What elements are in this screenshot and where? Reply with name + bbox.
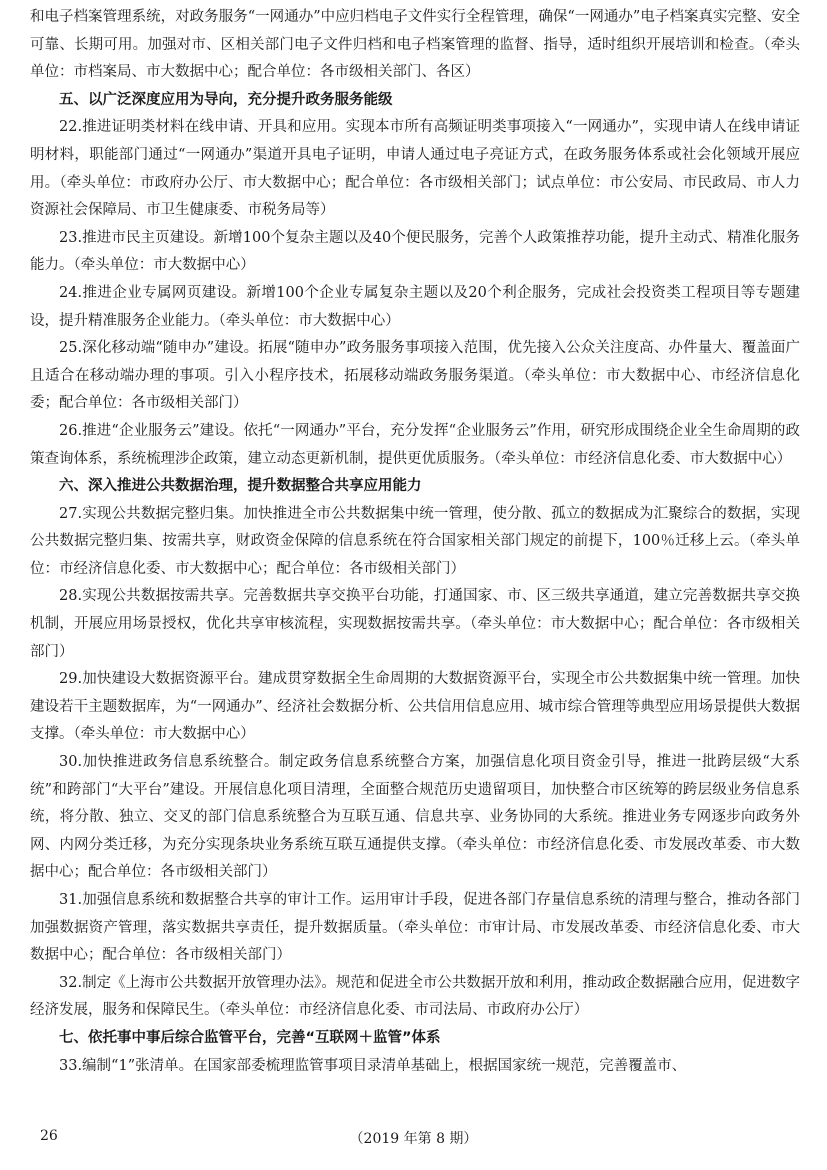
section-heading: 七、依托事中事后综合监管平台，完善“互联网＋监管”体系 [59,1029,441,1046]
body-paragraph: 和电子档案管理系统，对政务服务“一网通办”中应归档电子文件实行全程管理，确保“一网通办”电子档案真实完整、安全可靠、长期可用。加强对市、区相关部门电子文件归档和电子档案管理的监督、指导，适时组织开展培训和检查。（牵头单位：市档案局、市大数据中心；配合单位：各市级相关部门、各区） [30,9,800,81]
body-paragraph: 25.深化移动端“随申办”建设。拓展“随申办”政务服务事项接入范围，优先接入公众关注度高、办件量大、覆盖面广且适合在移动端办理的事项。引入小程序技术，拓展移动端政务服务渠道。（牵头单位：市大数据中心、市经济信息化委；配合单位：各市级相关部门） [30,340,800,412]
section-heading: 五、以广泛深度应用为导向，充分提升政务服务能级 [59,91,393,108]
section-heading: 六、深入推进公共数据治理，提升数据整合共享应用能力 [59,478,422,495]
body-paragraph: 22.推进证明类材料在线申请、开具和应用。实现本市所有高频证明类事项接入“一网通办”，实现申请人在线申请证明材料，职能部门通过“一网通办”渠道开具电子证明，申请人通过电子亮证方式，在政务服务体系或社会化领域开展应用。（牵头单位：市政府办公厅、市大数据中心；配合单位：各市级相关部门；试点单位：市公安局、市民政局、市人力资源社会保障局、市卫生健康委、市税务局等） [30,119,800,219]
body-paragraph: 28.实现公共数据按需共享。完善数据共享交换平台功能，打通国家、市、区三级共享通道，建立完善数据共享交换机制，开展应用场景授权，优化共享审核流程，实现数据按需共享。（牵头单位：市大数据中心；配合单位：各市级相关部门） [30,588,800,660]
document-body [30,4,800,1080]
body-paragraph: 27.实现公共数据完整归集。加快推进全市公共数据集中统一管理，使分散、孤立的数据成为汇聚综合的数据，实现公共数据完整归集、按需共享，财政资金保障的信息系统在符合国家相关部门规定的前提下，100％迁移上云。（牵头单位：市经济信息化委、市大数据中心；配合单位：各市级相关部门） [30,505,800,577]
body-paragraph: 30.加快推进政务信息系统整合。制定政务信息系统整合方案，加强信息化项目资金引导，推进一批跨层级“大系统”和跨部门“大平台”建设。开展信息化项目清理，全面整合规范历史遗留项目，加快整合市区统筹的跨层级业务信息系统，将分散、独立、交叉的部门信息系统整合为互联互通、信息共享、业务协同的大系统。推进业务专网逐步向政务外网、内网分类迁移，为充分实现条块业务系统互联互通提供支撑。（牵头单位：市经济信息化委、市发展改革委、市大数据中心；配合单位：各市级相关部门） [30,754,800,881]
body-paragraph: 24.推进企业专属网页建设。新增100个企业专属复杂主题以及20个利企服务，完成社会投资类工程项目等专题建设，提升精准服务企业能力。（牵头单位：市大数据中心） [30,284,800,329]
body-paragraph: 26.推进“企业服务云”建设。依托“一网通办”平台，充分发挥“企业服务云”作用，研究形成围绕企业全生命周期的政策查询体系，系统梳理涉企政策，建立动态更新机制，提供更优质服务。（牵头单位：市经济信息化委、市大数据中心） [30,422,800,467]
page-number: 26 [40,1128,58,1144]
body-paragraph: 31.加强信息系统和数据整合共享的审计工作。运用审计手段，促进各部门存量信息系统的清理与整合，推动各部门加强数据资产管理，落实数据共享责任，提升数据质量。（牵头单位：市审计局、市发展改革委、市经济信息化委、市大数据中心；配合单位：各市级相关部门） [30,892,800,964]
issue-label: （2019 年第 8 期） [349,1131,478,1147]
body-paragraph: 23.推进市民主页建设。新增100个复杂主题以及40个便民服务，完善个人政策推荐功能，提升主动式、精准化服务能力。（牵头单位：市大数据中心） [30,229,800,274]
body-paragraph: 33.编制“1”张清单。在国家部委梳理监管事项目录清单基础上，根据国家统一规范，完善覆盖市、 [59,1057,687,1074]
body-paragraph: 32.制定《上海市公共数据开放管理办法》。规范和促进全市公共数据开放和利用，推动政企数据融合应用，促进数字经济发展，服务和保障民生。（牵头单位：市经济信息化委、市司法局、市政府办公厅） [30,974,800,1019]
body-paragraph: 29.加快建设大数据资源平台。建成贯穿数据全生命周期的大数据资源平台，实现全市公共数据集中统一管理。加快建设若干主题数据库，为“一网通办”、经济社会数据分析、公共信用信息应用、城市综合管理等典型应用场景提供大数据支撑。（牵头单位：市大数据中心） [30,671,800,743]
